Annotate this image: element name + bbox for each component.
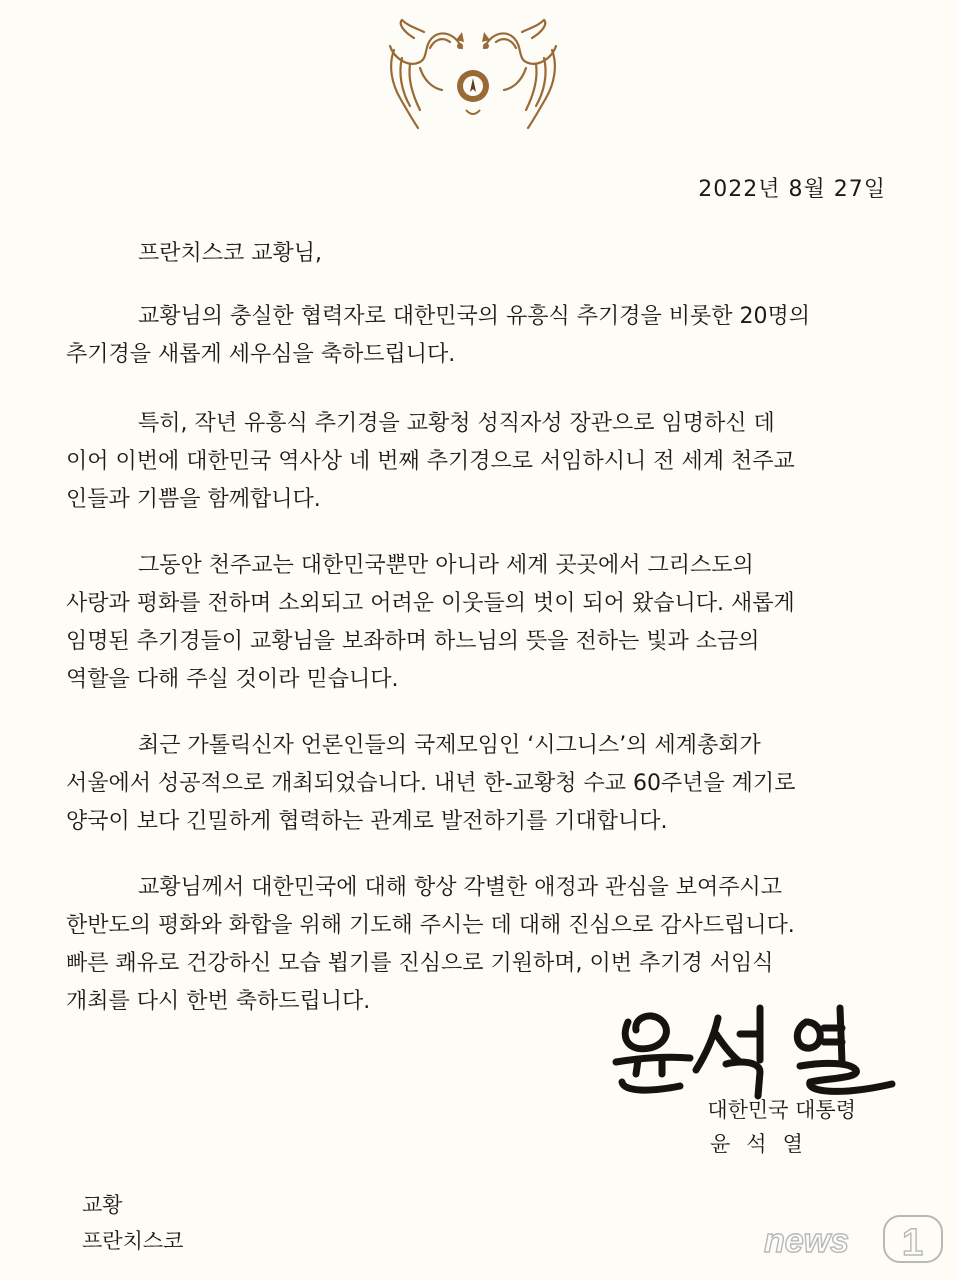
paragraph-line: 사랑과 평화를 전하며 소외되고 어려운 이웃들의 벗이 되어 왔습니다. 새롭게	[66, 591, 795, 616]
paragraph-line: 교황님의 충실한 협력자로 대한민국의 유흥식 추기경을 비롯한 20명의	[138, 304, 811, 329]
signer-name: 윤석열	[710, 1132, 819, 1156]
paragraph-line: 그동안 천주교는 대한민국뿐만 아니라 세계 곳곳에서 그리스도의	[138, 553, 754, 578]
news1-watermark-logo	[762, 1212, 948, 1266]
recipient-name: 프란치스코	[82, 1229, 184, 1253]
salutation: 프란치스코 교황님,	[138, 241, 323, 266]
paragraph-line: 빠른 쾌유로 건강하신 모습 뵙기를 진심으로 기원하며, 이번 추기경 서임식	[66, 951, 774, 976]
body-paragraph	[66, 869, 906, 1021]
paragraph-line: 특히, 작년 유흥식 추기경을 교황청 성직자성 장관으로 임명하신 데	[138, 411, 775, 436]
paragraph-line: 이어 이번에 대한민국 역사상 네 번째 추기경으로 서임하시니 전 세계 천주교	[66, 449, 795, 474]
paragraph-line: 서울에서 성공적으로 개최되었습니다. 내년 한-교황청 수교 60주년을 계기로	[66, 771, 796, 796]
body-paragraph	[66, 298, 906, 374]
paragraph-line: 역할을 다해 주실 것이라 믿습니다.	[66, 667, 399, 692]
svg-text:news: news	[764, 1222, 850, 1260]
svg-text:1: 1	[902, 1222, 924, 1264]
paragraph-line: 개최를 다시 한번 축하드립니다.	[66, 989, 371, 1014]
body-paragraph	[66, 405, 906, 519]
letter-date: 2022년 8월 27일	[698, 177, 886, 202]
recipient-title: 교황	[82, 1193, 123, 1217]
paragraph-line: 임명된 추기경들이 교황님을 보좌하며 하느님의 뜻을 전하는 빛과 소금의	[66, 629, 760, 654]
paragraph-line: 최근 가톨릭신자 언론인들의 국제모임인 ‘시그니스’의 세계총회가	[138, 733, 761, 758]
paragraph-line: 한반도의 평화와 화합을 위해 기도해 주시는 데 대해 진심으로 감사드립니다.	[66, 913, 795, 938]
body-paragraph	[66, 547, 906, 699]
paragraph-line: 양국이 보다 긴밀하게 협력하는 관계로 발전하기를 기대합니다.	[66, 809, 668, 834]
paragraph-line: 추기경을 새롭게 세우심을 축하드립니다.	[66, 342, 456, 367]
body-paragraph	[66, 727, 906, 841]
handwritten-signature	[610, 1000, 900, 1100]
phoenix-emblem-icon	[384, 18, 562, 130]
paragraph-line: 인들과 기쁨을 함께합니다.	[66, 487, 321, 512]
signer-title: 대한민국 대통령	[707, 1098, 856, 1122]
paragraph-line: 교황님께서 대한민국에 대해 항상 각별한 애정과 관심을 보여주시고	[138, 875, 783, 900]
